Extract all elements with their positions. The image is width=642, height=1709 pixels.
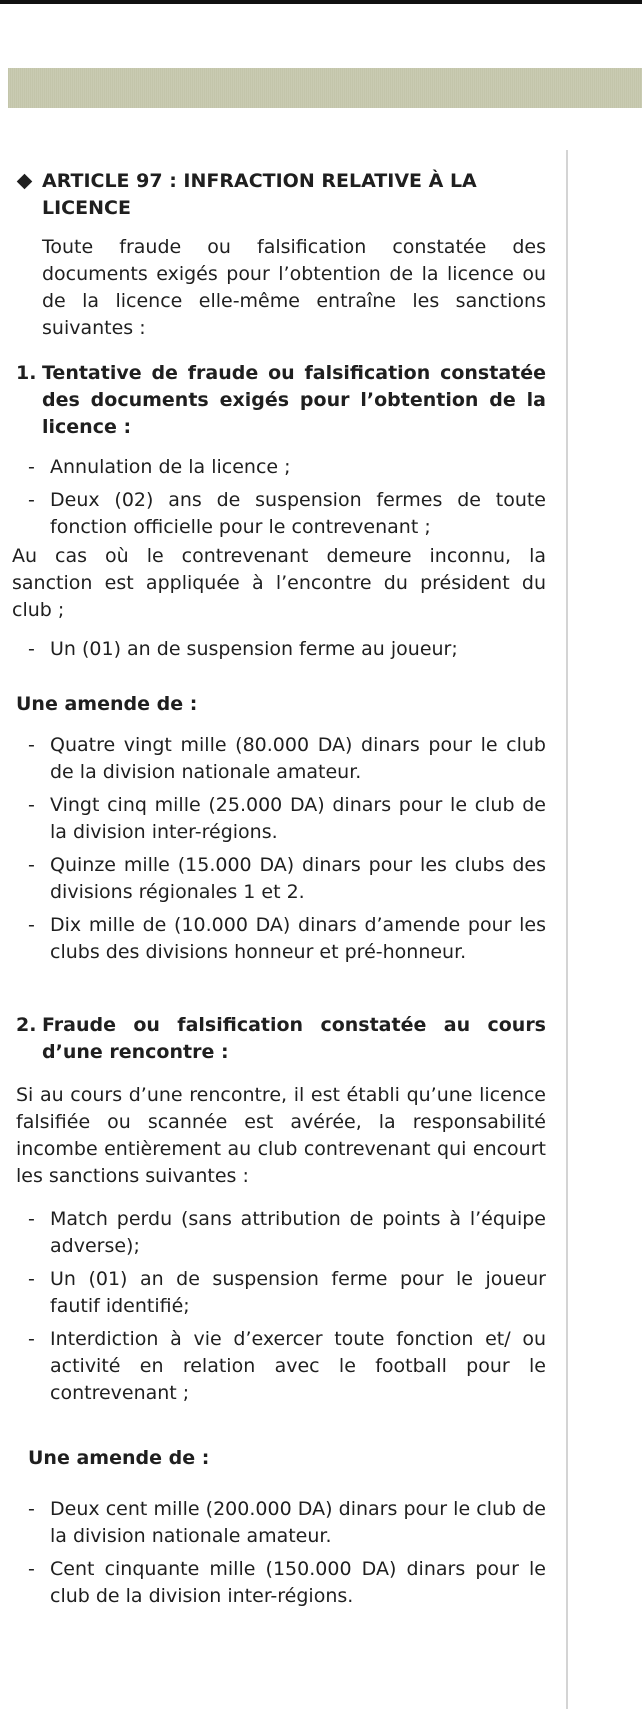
- dash-bullet: -: [28, 1268, 35, 1290]
- dash-bullet: -: [28, 1498, 35, 1520]
- document-content: [12, 168, 546, 1610]
- section-2-heading: [16, 1012, 546, 1066]
- section-1-sanctions: [16, 454, 546, 541]
- unknown-offender-paragraph: Au cas où le contrevenant demeure inconnu, la sanction est appliquée à l’encontre du président du club ;: [12, 545, 546, 621]
- list-item: - Quinze mille (15.000 DA) dinars pour les clubs des divisions régionales 1 et 2.: [28, 852, 546, 906]
- top-edge: [0, 0, 642, 4]
- section-1-heading: [16, 360, 546, 441]
- list-item: - Deux cent mille (200.000 DA) dinars pour le club de la division nationale amateur.: [28, 1496, 546, 1550]
- dash-bullet: -: [28, 456, 35, 478]
- section-1-heading-text: Tentative de fraude ou falsification constatée des documents exigés pour l’obtention de la licence :: [42, 362, 546, 438]
- dash-bullet: -: [28, 638, 35, 660]
- dash-bullet: -: [28, 854, 35, 876]
- header-band: [8, 68, 642, 108]
- section-2-sanctions: [16, 1206, 546, 1407]
- dash-bullet: -: [28, 914, 35, 936]
- section-1-fine-heading: Une amende de :: [16, 693, 198, 715]
- dash-bullet: -: [28, 1208, 35, 1230]
- list-item: - Dix mille de (10.000 DA) dinars d’amende pour les clubs des divisions honneur et pré-honneur.: [28, 912, 546, 966]
- dash-bullet: -: [28, 1328, 35, 1350]
- section-2-number: 2.: [16, 1014, 37, 1036]
- list-item: - Interdiction à vie d’exercer toute fonction et/ ou activité en relation avec le football pour le contrevenant ;: [28, 1326, 546, 1407]
- diamond-bullet-icon: [17, 174, 33, 190]
- article-title: [16, 168, 546, 222]
- list-item: - Match perdu (sans attribution de points à l’équipe adverse);: [28, 1206, 546, 1260]
- dash-bullet: -: [28, 794, 35, 816]
- dash-bullet: -: [28, 1558, 35, 1580]
- section-2-fine-heading: Une amende de :: [28, 1447, 210, 1469]
- section-2-fines: [16, 1496, 546, 1610]
- article-intro: Toute fraude ou falsification constatée des documents exigés pour l’obtention de la licence ou de la licence elle-même entraîne les sanctions suivantes :: [42, 236, 546, 339]
- section-1-number: 1.: [16, 362, 37, 384]
- list-item: - Annulation de la licence ;: [28, 454, 546, 481]
- list-item: - Un (01) an de suspension ferme au joueur;: [28, 636, 546, 663]
- list-item: - Quatre vingt mille (80.000 DA) dinars pour le club de la division nationale amateur.: [28, 732, 546, 786]
- list-item: - Deux (02) ans de suspension fermes de toute fonction officielle pour le contrevenant ;: [28, 487, 546, 541]
- section-2-paragraph: Si au cours d’une rencontre, il est établi qu’une licence falsifiée ou scannée est avérée, la responsabilité incombe entièrement au club contrevenant qui encourt les sanctions suivantes :: [16, 1084, 546, 1187]
- side-rule: [566, 150, 568, 1709]
- list-item: - Un (01) an de suspension ferme pour le joueur fautif identifié;: [28, 1266, 546, 1320]
- section-1-fines: [16, 732, 546, 966]
- dash-bullet: -: [28, 489, 35, 511]
- player-sanction: [16, 636, 546, 663]
- article-title-text: ARTICLE 97 : INFRACTION RELATIVE À LA LICENCE: [42, 170, 477, 219]
- list-item: - Cent cinquante mille (150.000 DA) dinars pour le club de la division inter-régions.: [28, 1556, 546, 1610]
- list-item: - Vingt cinq mille (25.000 DA) dinars pour le club de la division inter-régions.: [28, 792, 546, 846]
- dash-bullet: -: [28, 734, 35, 756]
- section-2-heading-text: Fraude ou falsification constatée au cours d’une rencontre :: [42, 1014, 546, 1063]
